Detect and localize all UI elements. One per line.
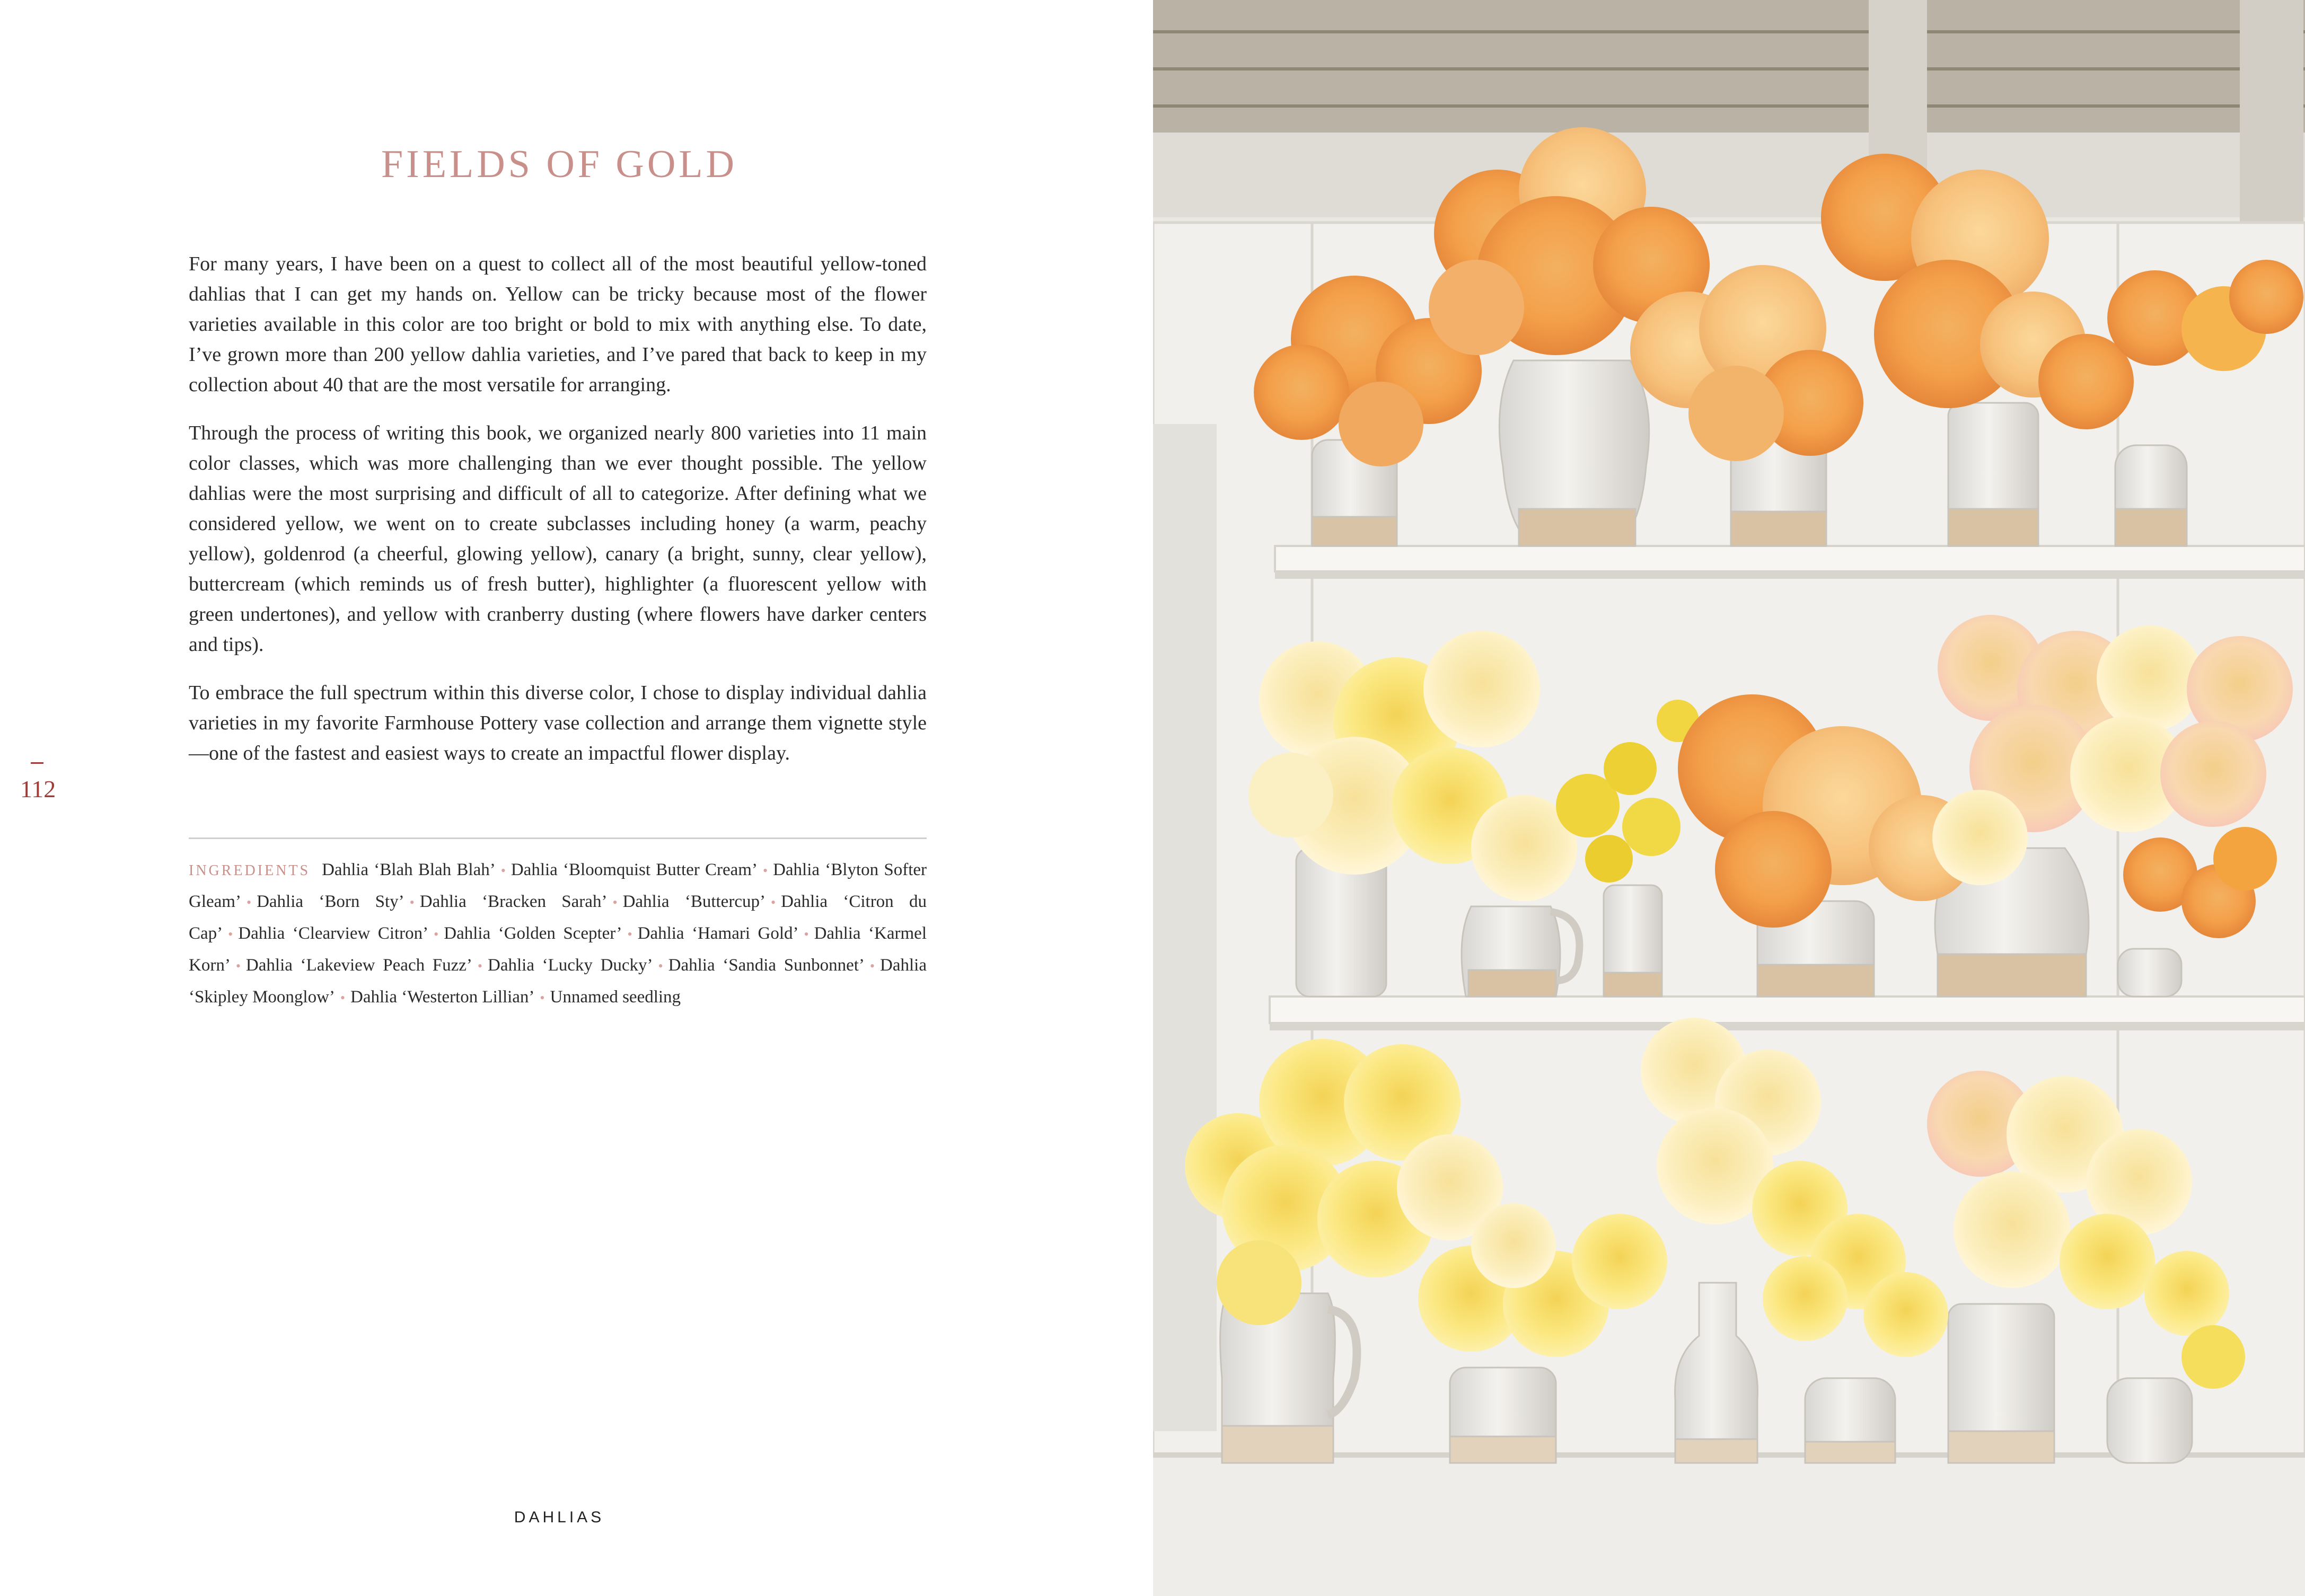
body-text <box>189 249 927 787</box>
bullet-separator: • <box>627 927 632 942</box>
bullet-separator: • <box>540 990 545 1006</box>
bullet-separator: • <box>434 927 439 942</box>
bullet-separator: • <box>235 958 241 974</box>
ingredient-item: Dahlia ‘Hamari Gold’ <box>637 924 799 943</box>
bullet-separator: • <box>770 895 776 910</box>
ingredient-item: Dahlia ‘Blyton Softer Gleam’ <box>189 860 927 911</box>
ingredient-item: Dahlia ‘Karmel Korn’ <box>189 924 927 975</box>
paragraph-2: Through the process of writing this book, we organized nearly 800 varieties into 11 main color classes, which was more challenging than we ever thought possible. The yellow dahlias were the most surprising and difficult of all to categorize. After defining what we considered yellow, we went on to create subclasses including honey (a warm, peachy yellow), goldenrod (a cheerful, glowing yellow), canary (a bright, sunny, clear yellow), buttercream (which reminds us of fresh butter), highlighter (a fluorescent yellow with green undertones), and yellow with cranberry dusting (where flowers have darker centers and tips). <box>189 422 927 656</box>
ingredient-item: Dahlia ‘Citron du Cap’ <box>189 892 927 943</box>
page-title: FIELDS OF GOLD <box>381 143 737 186</box>
bullet-separator: • <box>612 895 618 910</box>
bullet-separator: • <box>477 958 482 974</box>
bullet-separator: • <box>804 927 809 942</box>
ingredient-item: Dahlia ‘Lucky Ducky’ <box>488 956 653 975</box>
bullet-separator: • <box>228 927 233 942</box>
bullet-separator: • <box>409 895 415 910</box>
bullet-separator: • <box>869 958 875 974</box>
divider-rule <box>189 837 927 839</box>
ingredients-list <box>189 854 927 1013</box>
ingredient-item: Dahlia ‘Westerton Lillian’ <box>350 987 535 1007</box>
ingredient-item: Dahlia ‘Skipley Moonglow’ <box>189 956 927 1007</box>
ingredient-item: Dahlia ‘Born Sty’ <box>257 892 404 911</box>
dahlia-photo <box>1153 0 2305 1596</box>
dahlia-photo-illustration <box>1153 0 2305 1596</box>
paragraph-1: For many years, I have been on a quest to collect all of the most beautiful yellow-toned dahlias that I can get my hands on. Yellow can be tricky because most of the flower varieties available in this color are too bright or bold to mix with anything else. To date, I’ve grown more than 200 yellow dahlia varieties, and I’ve pared that back to keep in my collection about 40 that are the most versatile for arranging. <box>189 253 927 396</box>
bullet-separator: • <box>340 990 346 1006</box>
ingredient-item: Dahlia ‘Clearview Citron’ <box>238 924 429 943</box>
ingredient-item: Dahlia ‘Lakeview Peach Fuzz’ <box>245 956 472 975</box>
ingredient-item: Dahlia ‘Bracken Sarah’ <box>419 892 608 911</box>
bullet-separator: • <box>762 863 768 878</box>
bullet-separator: • <box>246 895 252 910</box>
bullet-separator: • <box>500 863 506 878</box>
folio-dash <box>31 762 43 764</box>
paragraph-3: To embrace the full spectrum within this diverse color, I chose to display individual dahlia varieties in my favorite Farmhouse Pottery vase collection and arrange them vignette style—one of the fastest and easiest ways to create an impactful flower display. <box>189 682 927 764</box>
running-head: DAHLIAS <box>514 1509 605 1526</box>
ingredient-item: Dahlia ‘Golden Scepter’ <box>444 924 622 943</box>
ingredients-label: INGREDIENTS <box>189 862 311 879</box>
ingredient-item: Dahlia ‘Bloomquist Butter Cream’ <box>511 860 758 879</box>
ingredient-item: Dahlia ‘Buttercup’ <box>622 892 766 911</box>
page-number: 112 <box>20 775 56 803</box>
ingredient-item: Dahlia ‘Sandia Sunbonnet’ <box>668 956 865 975</box>
ingredient-item: Unnamed seedling <box>550 987 681 1007</box>
ingredient-item: Dahlia ‘Blah Blah Blah’ <box>322 860 496 879</box>
bullet-separator: • <box>658 958 663 974</box>
